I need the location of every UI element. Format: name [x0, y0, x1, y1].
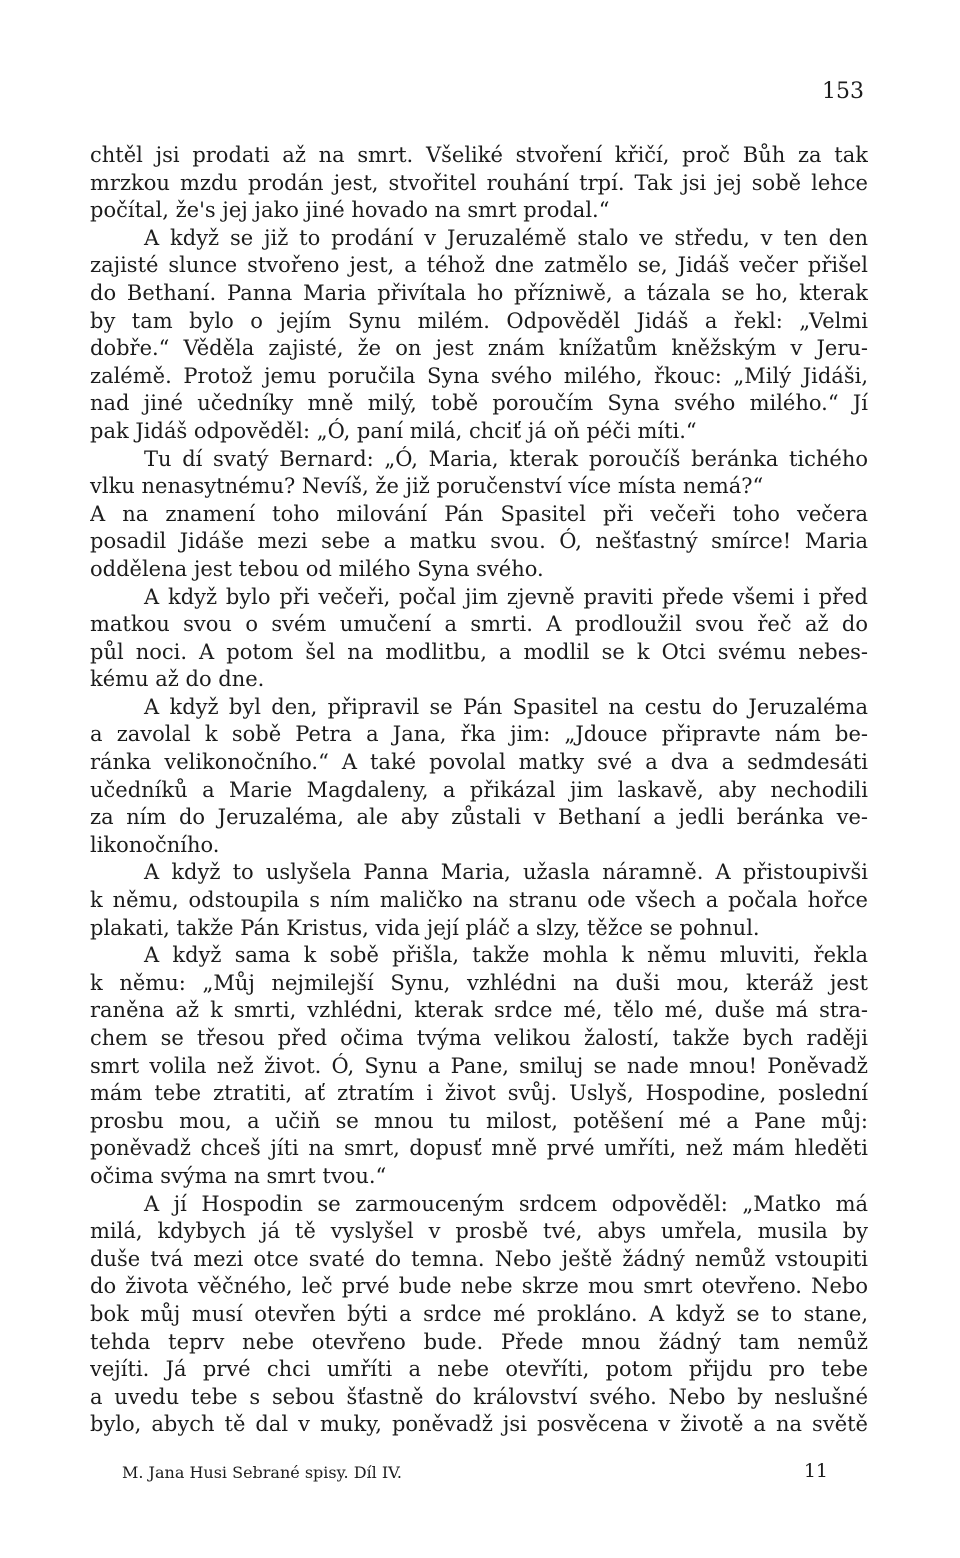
text-line: zajisté slunce stvořeno jest, a téhož dne zatmělo se, Jidáš večer přišel [90, 253, 868, 278]
text-line: vlku nenasytnému? Nevíš, že již poručenství více místa nemá?“ [90, 474, 764, 499]
text-line: dobře.“ Věděla zajisté, že on jest znám knížatům kněžským v Jeru- [90, 336, 868, 361]
text-line: matkou svou o svém umučení a smrti. A prodloužil svou řeč až do [90, 612, 868, 637]
text-line: učedníků a Marie Magdaleny, a přikázal jim laskavě, aby nechodili [90, 777, 868, 802]
text-line: kému až do dne. [90, 667, 265, 692]
text-line: bylo, abych tě dal v muky, poněvadž jsi posvěcena v životě a na světě [90, 1412, 868, 1437]
text-line: do života věčného, leč prvé bude nebe skrze mou smrt otevřeno. Nebo [90, 1274, 868, 1299]
text-line: A když bylo při večeři, počal jim zjevně praviti přede všemi i před [144, 584, 868, 609]
text-line: prosbu mou, a učiň se mnou tu milost, potěšení mé a Pane můj: [90, 1108, 868, 1133]
text-line: počítal, že's jej jako jiné hovado na smrt prodal.“ [90, 198, 610, 223]
text-line: A když byl den, připravil se Pán Spasitel na cestu do Jeruzaléma [144, 694, 868, 719]
text-line: a zavolal k sobě Petra a Jana, řka jim: „Jdouce připravte nám be- [90, 722, 868, 747]
text-line: poněvadž chceš jíti na smrt, dopusť mně prvé umříti, než mám hleděti [90, 1136, 868, 1161]
text-line: chem se třesou před očima tvýma velikou žalostí, takže bych raději [90, 1026, 868, 1050]
footer-book-title: M. Jana Husi Sebrané spisy. Díl IV. [122, 1463, 403, 1482]
text-line: vejíti. Já prvé chci umříti a nebe otevříti, potom přijdu pro tebe [90, 1357, 868, 1382]
text-line: k němu, odstoupila s ním maličko na stranu ode všech a počala hořce [90, 888, 868, 913]
text-line: tehda teprv nebe otevřeno bude. Přede mnou žádný tam nemůž [90, 1329, 868, 1354]
text-line: Tu dí svatý Bernard: „Ó, Maria, kterak poroučíš beránka tichého [144, 446, 868, 471]
text-line: pak Jidáš odpověděl: „Ó, paní milá, chciť já oň péči míti.“ [90, 418, 697, 443]
text-line: k němu: „Můj nejmilejší Synu, vzhlédni na duši mou, kteráž jest [90, 970, 868, 995]
text-line: smrt volila než život. Ó, Synu a Pane, smiluj se nade mnou! Poněvadž [90, 1053, 868, 1078]
page-number: 153 [822, 79, 864, 104]
text-line: za ním do Jeruzaléma, ale aby zůstali v Bethaní a jedli beránka ve- [90, 805, 868, 830]
text-line: likonočního. [90, 832, 220, 857]
text-line: A na znamení toho milování Pán Spasitel při večeři toho večera [90, 501, 868, 526]
text-line: oddělena jest tebou od milého Syna svého. [90, 556, 544, 581]
text-line: mrzkou mzdu prodán jest, stvořitel rouhání trpí. Tak jsi jej sobě lehce [90, 170, 868, 195]
text-line: ránka velikonočního.“ A také povolal matky své a dva a sedmdesáti [90, 750, 868, 775]
text-line: do Bethaní. Panna Maria přivítala ho přízniwě, a tázala se ho, kterak [90, 280, 868, 305]
text-line: posadil Jidáše mezi sebe a matku svou. Ó, nešťastný smírce! Maria [90, 529, 868, 554]
text-line: by tam bylo o jejím Synu milém. Odpověděl Jidáš a řekl: „Velmi [90, 308, 868, 333]
text-line: nad jiné učedníky mně milý, tobě poroučím Syna svého milého.“ Jí [90, 391, 868, 416]
text-line: zalémě. Protož jemu poručila Syna svého milého, řkouc: „Milý Jidáši, [90, 363, 868, 388]
text-line: plakati, takže Pán Kristus, vida její pláč a slzy, těžce se pohnul. [90, 915, 760, 940]
text-line: A když se již to prodání v Jeruzalémě stalo ve středu, v ten den [144, 225, 868, 250]
text-line: milá, kdybych já tě vyslyšel v prosbě tvé, abys umřela, musila by [90, 1219, 868, 1244]
text-line: A když sama k sobě přišla, takže mohla k němu mluviti, řekla [144, 943, 868, 968]
text-line: A když to uslyšela Panna Maria, užasla náramně. A přistoupivši [144, 860, 868, 885]
text-line: A jí Hospodin se zarmouceným srdcem odpověděl: „Matko má [144, 1191, 868, 1216]
text-line: chtěl jsi prodati až na smrt. Všeliké stvoření křičí, proč Bůh za tak [90, 143, 868, 167]
body-text [90, 142, 868, 1439]
text-line: očima svýma na smrt tvou.“ [90, 1163, 387, 1188]
text-line: mám tebe ztratiti, ať ztratím i život svůj. Uslyš, Hospodine, poslední [90, 1081, 868, 1106]
text-line: a uvedu tebe s sebou šťastně do království svého. Nebo by neslušné [90, 1384, 868, 1409]
text-line: duše tvá mezi otce svaté do temna. Nebo ještě žádný nemůž vstoupiti [90, 1246, 868, 1271]
text-line: bok můj musí otevřen býti a srdce mé prokláno. A když se to stane, [90, 1301, 868, 1326]
text-line: raněna až k smrti, vzhlédni, kterak srdce mé, tělo mé, duše má stra- [90, 998, 868, 1023]
footer-signature-mark: 11 [803, 1460, 828, 1482]
text-line: půl noci. A potom šel na modlitbu, a modlil se k Otci svému nebes- [90, 639, 868, 664]
